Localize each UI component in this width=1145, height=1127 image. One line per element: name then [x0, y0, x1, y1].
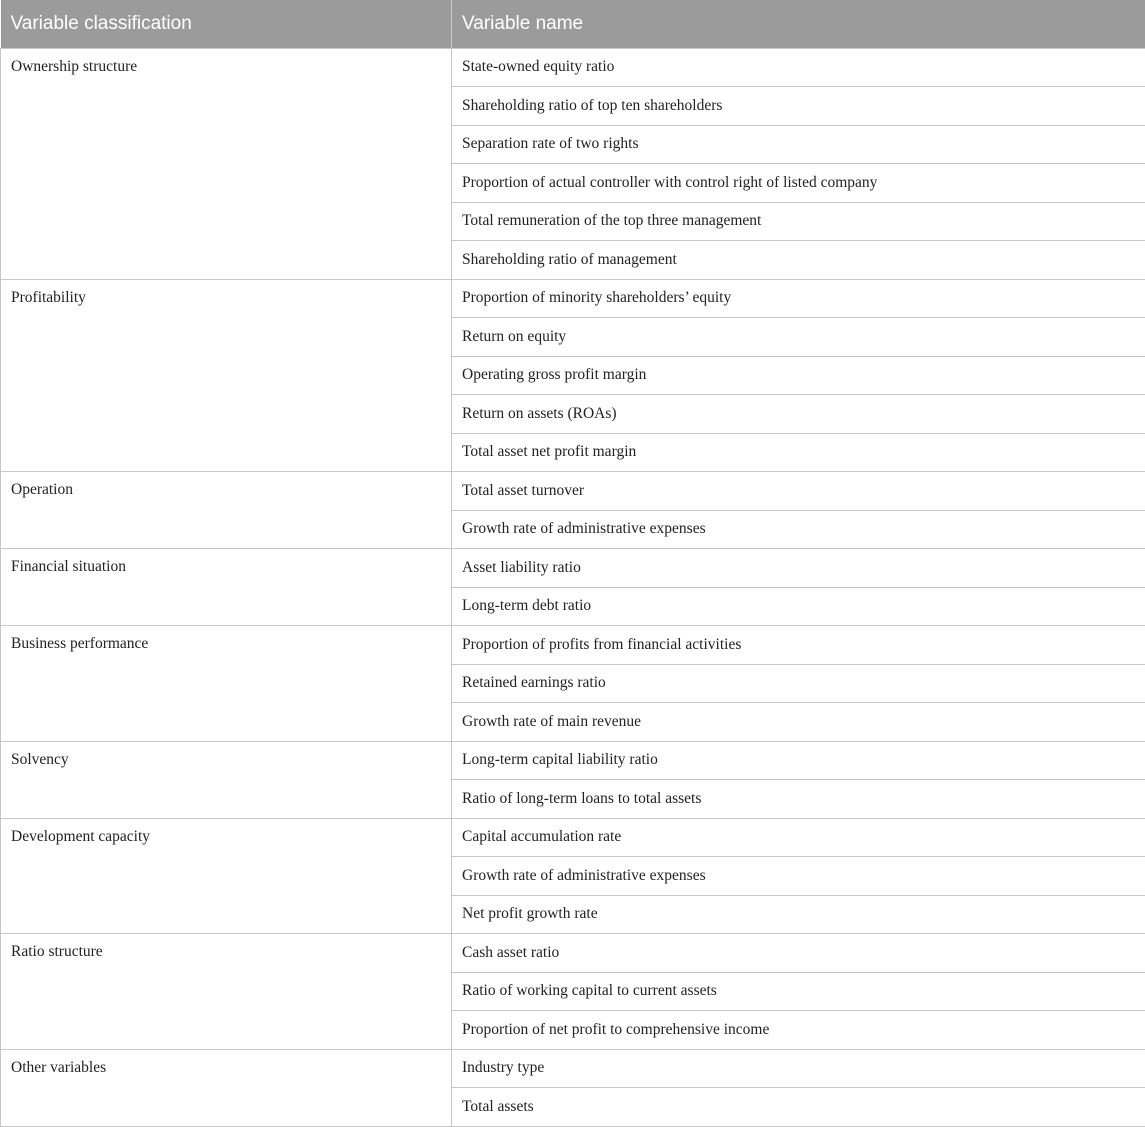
table-row [1, 626, 1145, 665]
variable-name-cell: Growth rate of administrative expenses [452, 857, 1145, 896]
category-cell: Business performance [1, 626, 452, 742]
category-cell: Other variables [1, 1049, 452, 1126]
category-cell: Financial situation [1, 549, 452, 626]
category-cell: Operation [1, 472, 452, 549]
header-variable-classification: Variable classification [1, 0, 452, 48]
table-row [1, 818, 1145, 857]
category-cell: Profitability [1, 279, 452, 472]
category-cell: Ratio structure [1, 934, 452, 1050]
variable-name-cell: Proportion of actual controller with control right of listed company [452, 164, 1145, 203]
category-cell: Ownership structure [1, 48, 452, 279]
variable-name-cell: Industry type [452, 1049, 1145, 1088]
category-cell: Solvency [1, 741, 452, 818]
variable-name-cell: Net profit growth rate [452, 895, 1145, 934]
variable-name-cell: Ratio of working capital to current assets [452, 972, 1145, 1011]
variable-name-cell: Operating gross profit margin [452, 356, 1145, 395]
variable-name-cell: Proportion of minority shareholders’ equity [452, 279, 1145, 318]
variable-name-cell: Total asset turnover [452, 472, 1145, 511]
variable-name-cell: Shareholding ratio of top ten shareholders [452, 87, 1145, 126]
table-row [1, 1049, 1145, 1088]
variable-name-cell: Total remuneration of the top three management [452, 202, 1145, 241]
table-row [1, 279, 1145, 318]
variable-name-cell: Separation rate of two rights [452, 125, 1145, 164]
variable-name-cell: Total asset net profit margin [452, 433, 1145, 472]
variable-name-cell: Return on assets (ROAs) [452, 395, 1145, 434]
table-row [1, 48, 1145, 87]
table-row [1, 472, 1145, 511]
header-variable-name: Variable name [452, 0, 1145, 48]
variable-name-cell: Retained earnings ratio [452, 664, 1145, 703]
category-cell: Development capacity [1, 818, 452, 934]
variable-name-cell: State-owned equity ratio [452, 48, 1145, 87]
variable-name-cell: Shareholding ratio of management [452, 241, 1145, 280]
variable-name-cell: Long-term capital liability ratio [452, 741, 1145, 780]
table-row [1, 741, 1145, 780]
variable-name-cell: Total assets [452, 1088, 1145, 1127]
variable-name-cell: Return on equity [452, 318, 1145, 357]
table-row [1, 549, 1145, 588]
variable-name-cell: Asset liability ratio [452, 549, 1145, 588]
variable-name-cell: Long-term debt ratio [452, 587, 1145, 626]
variable-name-cell: Proportion of net profit to comprehensive income [452, 1011, 1145, 1050]
variable-name-cell: Capital accumulation rate [452, 818, 1145, 857]
table-row [1, 934, 1145, 973]
table-body [1, 48, 1145, 1126]
variable-name-cell: Proportion of profits from financial activities [452, 626, 1145, 665]
header-row [1, 0, 1145, 48]
variable-name-cell: Growth rate of main revenue [452, 703, 1145, 742]
variable-name-cell: Ratio of long-term loans to total assets [452, 780, 1145, 819]
variable-name-cell: Cash asset ratio [452, 934, 1145, 973]
variable-name-cell: Growth rate of administrative expenses [452, 510, 1145, 549]
